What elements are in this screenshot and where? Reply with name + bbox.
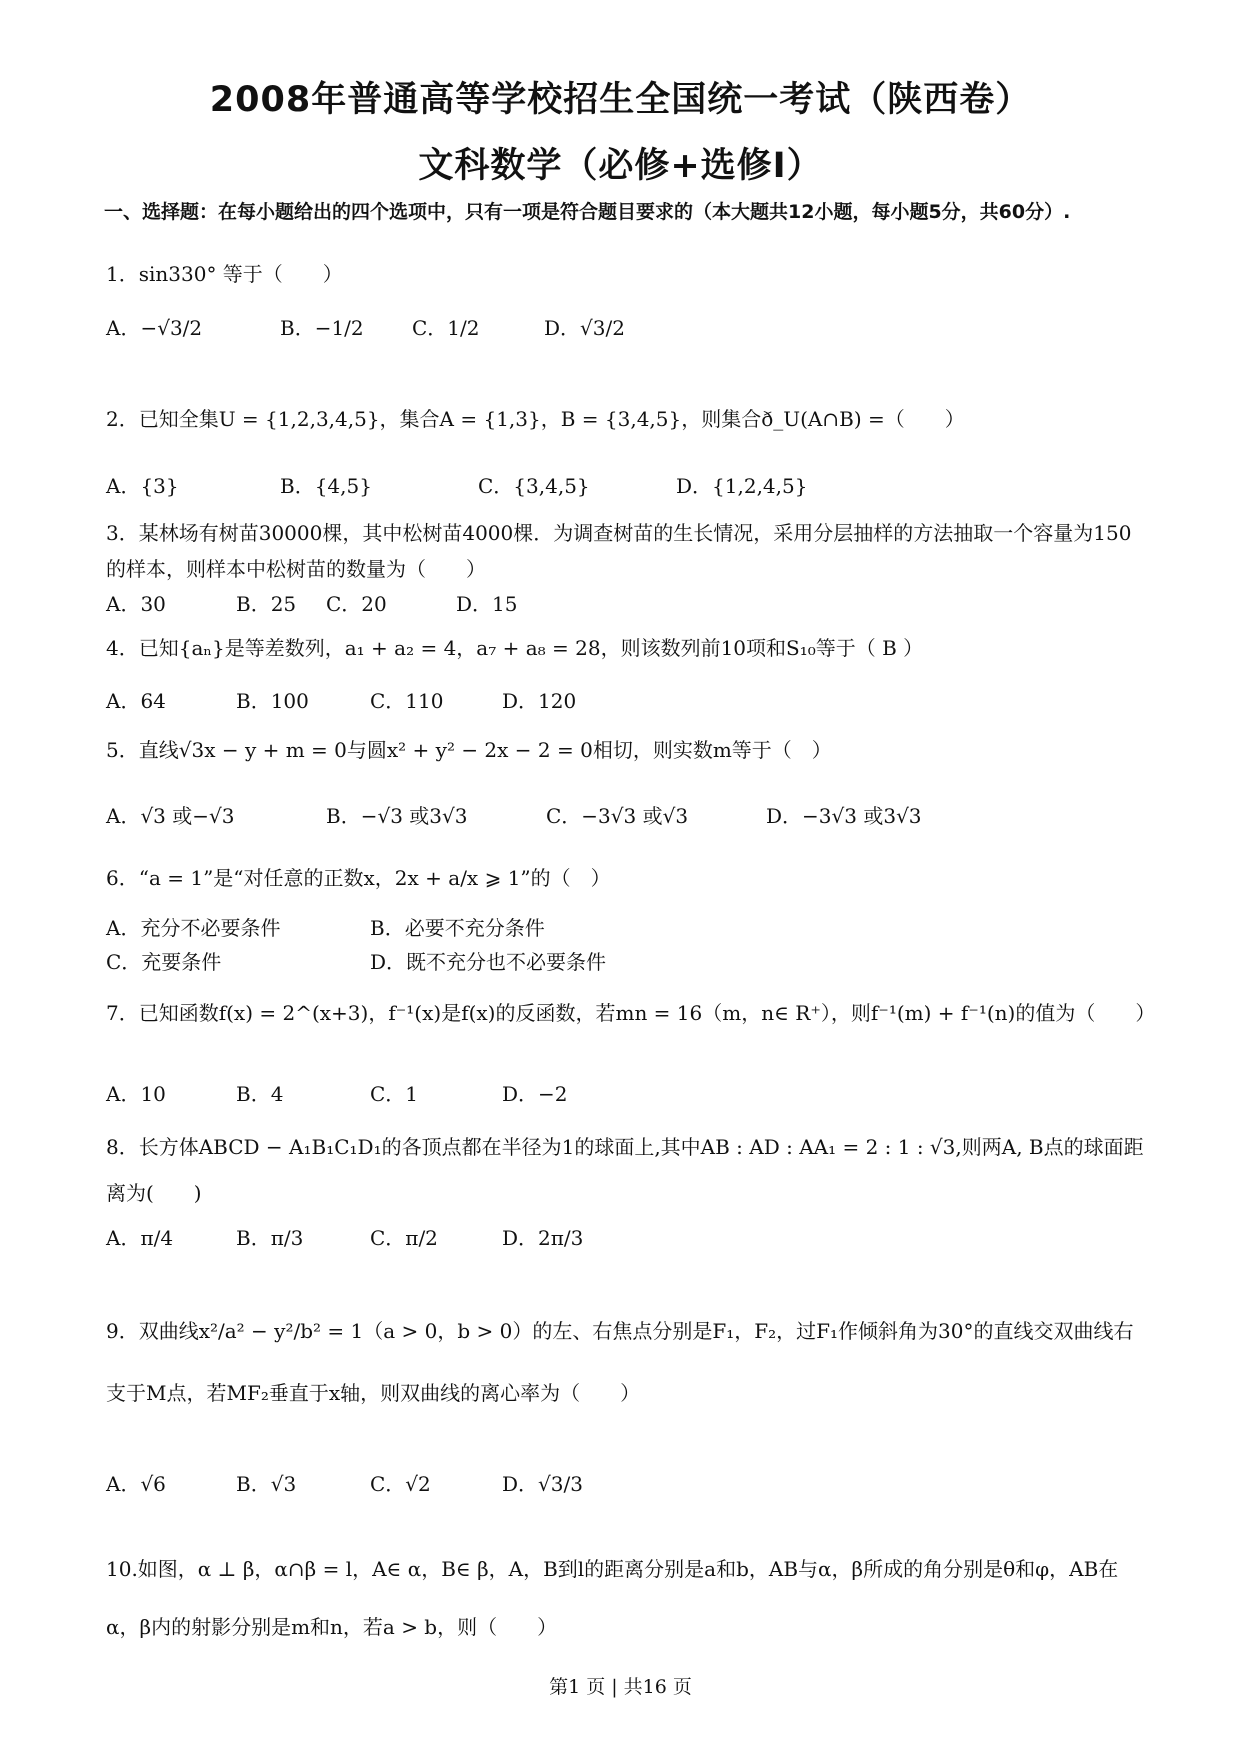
question-6-stem: 6．“a = 1”是“对任意的正数x，2x + a/x ⩾ 1”的（ ） [106,866,611,890]
option-a: A．π/4 [106,1226,174,1250]
option-d: D．120 [502,689,577,713]
option-c: C．−3√3 或√3 [546,804,689,828]
option-b: B．−1/2 [280,316,364,340]
option-c: C．{3,4,5} [478,474,590,498]
option-d: D．15 [456,592,518,616]
option-a: A．10 [106,1082,166,1106]
question-10-stem: 10.如图，α ⊥ β，α∩β = l，A∈ α，B∈ β，A，B到l的距离分别是a和b，AB与α，β所成的角分别是θ和φ，AB在α，β内的射影分别是m和n，若a > b，则（ ） [106,1557,1119,1639]
option-c: C．20 [326,592,387,616]
option-b: B．100 [236,689,309,713]
section-heading: 一、选择题：在每小题给出的四个选项中，只有一项是符合题目要求的（本大题共12小题，每小题5分，共60分）. [104,201,1071,223]
option-b: B．{4,5} [280,474,372,498]
exam-title: 2008年普通高等学校招生全国统一考试（陕西卷） [209,80,1032,120]
page-footer: 第1 页 | 共16 页 [549,1676,692,1698]
question-5-stem: 5．直线√3x − y + m = 0与圆x² + y² − 2x − 2 = 0相切，则实数m等于（ ） [106,738,832,762]
question-9-stem: 9．双曲线x²/a² − y²/b² = 1（a > 0，b > 0）的左、右焦点分别是F₁，F₂，过F₁作倾斜角为30°的直线交双曲线右支于M点，若MF₂垂直于x轴，则双曲线的离心率为（ ） [106,1319,1134,1405]
option-b: B．π/3 [236,1226,304,1250]
option-d: D．既不充分也不必要条件 [370,950,607,974]
option-b: B．25 [236,592,297,616]
option-d: D．−2 [502,1082,568,1106]
option-c: C．π/2 [370,1226,438,1250]
option-d: D．−3√3 或3√3 [766,804,922,828]
option-d: D．√3/3 [502,1472,583,1496]
option-a: A．√6 [106,1472,166,1496]
question-4-stem: 4．已知{aₙ}是等差数列，a₁ + a₂ = 4，a₇ + a₈ = 28，则该数列前10项和S₁₀等于（ B ） [106,636,924,660]
option-b: B．−√3 或3√3 [326,804,468,828]
question-8-stem: 8．长方体ABCD − A₁B₁C₁D₁的各顶点都在半径为1的球面上,其中AB : AD : AA₁ = 2 : 1 : √3,则两A, B点的球面距离为( ) [106,1135,1144,1205]
question-2-stem: 2．已知全集U = {1,2,3,4,5}，集合A = {1,3}，B = {3,4,5}，则集合ð_U(A∩B) =（ ） [106,407,965,431]
option-a: A．64 [106,689,166,713]
option-c: C．充要条件 [106,950,222,974]
option-a: A．充分不必要条件 [106,916,281,940]
option-c: C．110 [370,689,444,713]
option-d: D．2π/3 [502,1226,584,1250]
option-a: A．{3} [106,474,179,498]
question-1-stem: 1．sin330° 等于（ ） [106,262,343,286]
option-a: A．−√3/2 [106,316,203,340]
option-b: B．4 [236,1082,284,1106]
exam-subtitle: 文科数学（必修+选修Ⅰ） [418,146,823,186]
option-c: C．1/2 [412,316,480,340]
option-a: A．√3 或−√3 [106,804,235,828]
option-d: D．{1,2,4,5} [676,474,808,498]
question-3-stem: 3．某林场有树苗30000棵，其中松树苗4000棵．为调查树苗的生长情况，采用分层抽样的方法抽取一个容量为150的样本，则样本中松树苗的数量为（ ） [106,521,1132,581]
option-d: D．√3/2 [544,316,625,340]
option-c: C．√2 [370,1472,431,1496]
option-c: C．1 [370,1082,419,1106]
option-b: B．必要不充分条件 [370,916,545,940]
option-b: B．√3 [236,1472,297,1496]
option-a: A．30 [106,592,166,616]
question-7-stem: 7．已知函数f(x) = 2^(x+3)，f⁻¹(x)是f(x)的反函数，若mn = 16（m，n∈ R⁺），则f⁻¹(m) + f⁻¹(n)的值为（ ） [106,1001,1156,1025]
